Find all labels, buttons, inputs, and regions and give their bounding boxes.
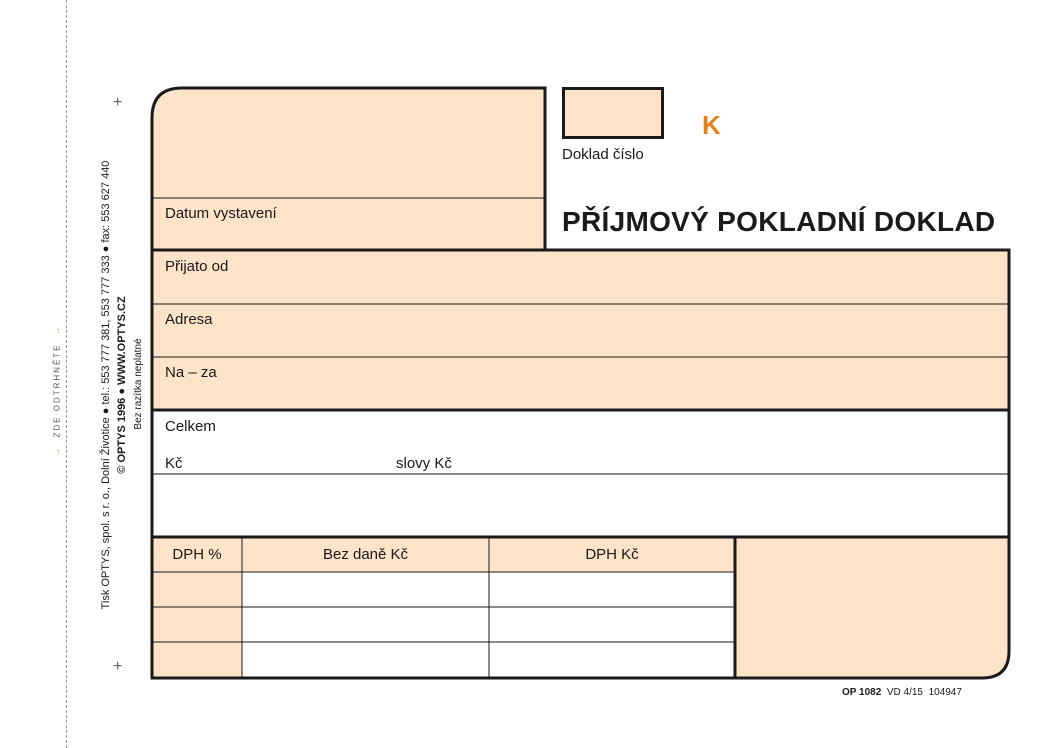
vat-cell[interactable] xyxy=(154,609,240,640)
vat-cell[interactable] xyxy=(154,574,240,605)
printer-line-1: Tisk OPTYS, spol. s r. o., Dolní Životice ● tel.: 553 777 381, 553 777 333 ● fax: 553 627 440 xyxy=(100,160,112,610)
datum-vystaveni-label: Datum vystavení xyxy=(165,205,277,222)
vat-cell[interactable] xyxy=(154,644,240,675)
amount-words-continuation-field[interactable] xyxy=(156,477,1006,534)
adresa-field[interactable] xyxy=(156,333,1006,355)
vat-cell[interactable] xyxy=(491,644,733,675)
vat-cell[interactable] xyxy=(244,609,487,640)
form-version: VD 4/15 xyxy=(886,687,923,698)
corner-mark-bottom: + xyxy=(113,658,123,675)
adresa-label: Adresa xyxy=(165,311,213,328)
printer-line-3: Bez razítka neplatné xyxy=(133,338,144,430)
copy-letter-k: K xyxy=(702,110,721,140)
na-za-field[interactable] xyxy=(156,386,1006,408)
vat-header-base: Bez daně Kč xyxy=(322,546,409,563)
signature-stamp-area[interactable] xyxy=(738,540,1006,674)
form-code-id: OP 1082 xyxy=(842,687,882,698)
tear-off-text: ZDE ODTRHNĚTE xyxy=(52,343,62,438)
datum-vystaveni-field[interactable] xyxy=(156,92,542,196)
vat-header-vat: DPH Kč xyxy=(585,546,639,563)
form-number: 104947 xyxy=(928,687,962,698)
doc-number-label: Doklad číslo xyxy=(562,146,644,163)
kc-label: Kč xyxy=(165,455,183,472)
corner-mark-top: + xyxy=(113,94,123,111)
arrow-right-icon: → xyxy=(52,325,62,336)
vat-cell[interactable] xyxy=(491,574,733,605)
prijato-od-field[interactable] xyxy=(156,280,1006,302)
slovy-kc-label: slovy Kč xyxy=(396,455,452,472)
prijato-od-label: Přijato od xyxy=(165,258,229,275)
na-za-label: Na – za xyxy=(165,364,217,381)
document-title: PŘÍJMOVÝ POKLADNÍ DOKLAD xyxy=(562,206,996,237)
kc-amount-field[interactable] xyxy=(190,440,380,470)
vat-cell[interactable] xyxy=(244,644,487,675)
celkem-label: Celkem xyxy=(165,418,216,435)
printer-line-2: © OPTYS 1996 ● WWW.OPTYS.CZ xyxy=(116,296,128,474)
slovy-kc-field[interactable] xyxy=(470,440,1005,470)
vat-header-rate: DPH % xyxy=(172,546,222,563)
form-code xyxy=(842,687,962,698)
arrow-right-icon: → xyxy=(52,445,62,456)
vat-cell[interactable] xyxy=(244,574,487,605)
vat-cell[interactable] xyxy=(491,609,733,640)
